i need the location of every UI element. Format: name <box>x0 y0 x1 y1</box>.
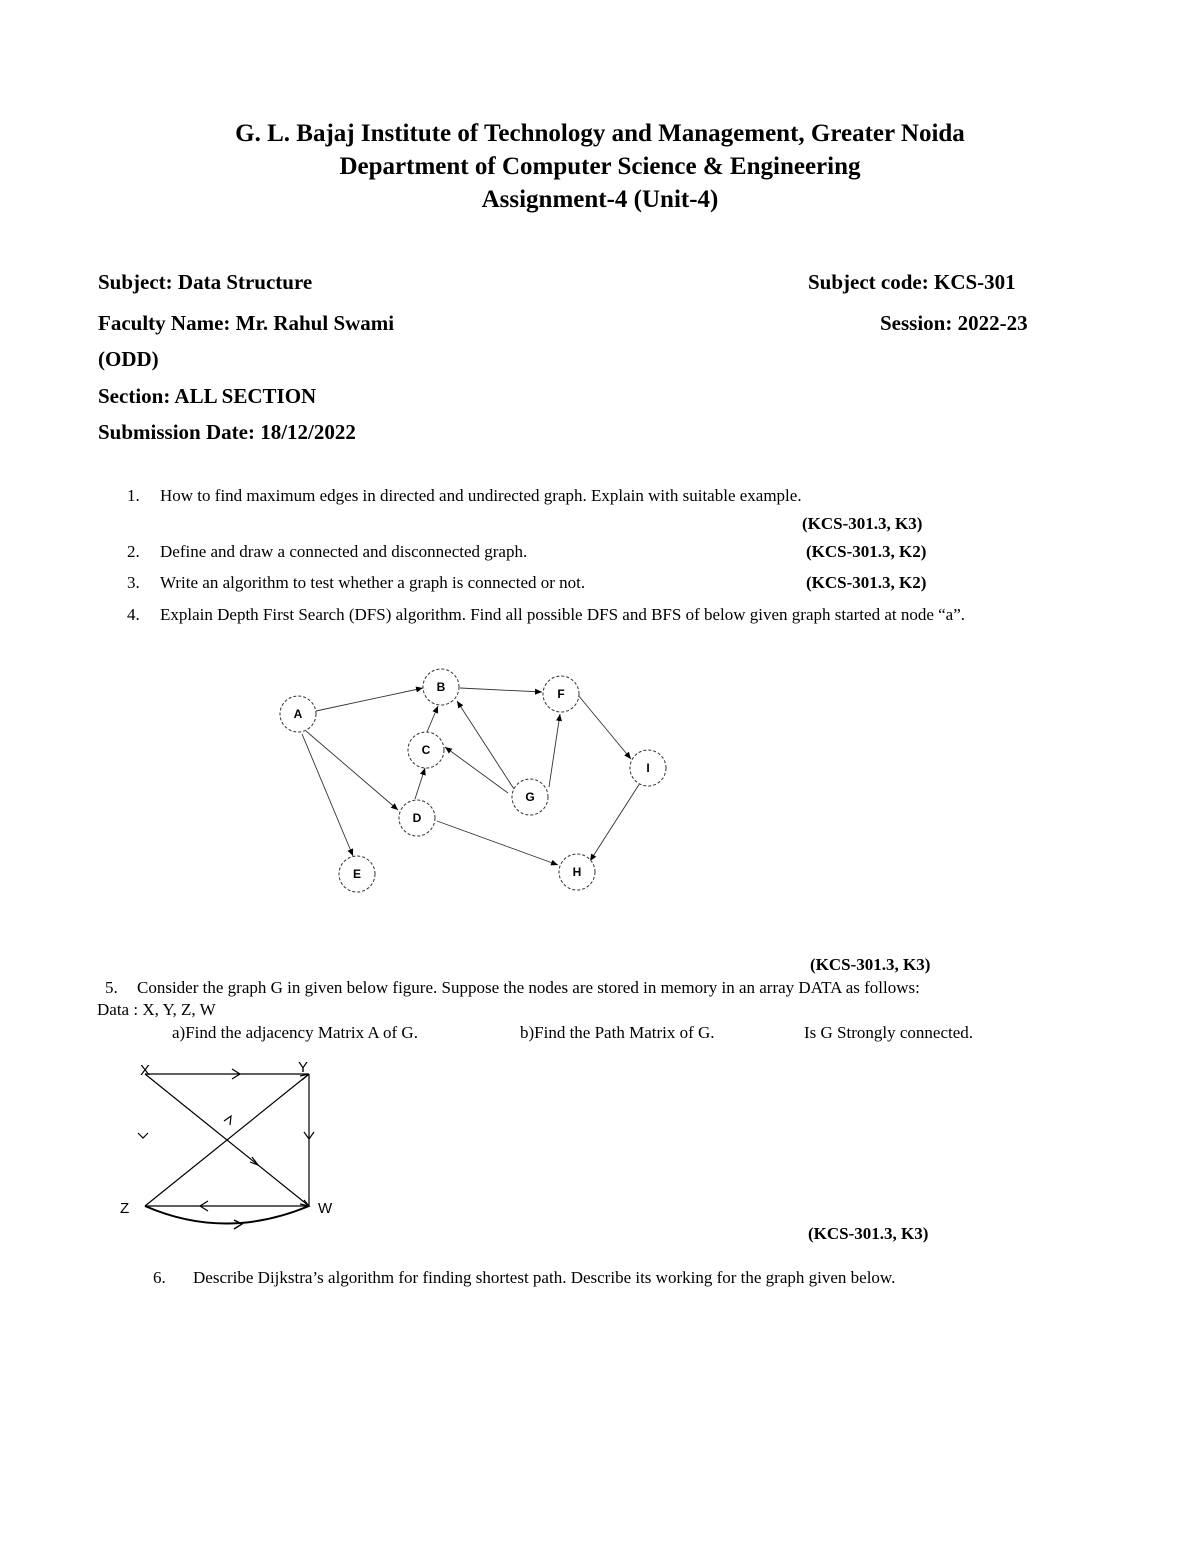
section-line: Section: ALL SECTION <box>98 384 317 408</box>
question-tag: (KCS-301.3, K3) <box>808 1224 929 1243</box>
question-number: 2. <box>127 542 140 561</box>
session-line: Session: 2022-23 <box>880 311 1028 335</box>
arrow-z-y <box>224 1116 231 1125</box>
assignment-title: Assignment-4 (Unit-4) <box>481 186 719 213</box>
node-label: E <box>352 867 362 881</box>
strongly-connected-graph-figure <box>110 1055 360 1240</box>
edge-g-f <box>549 714 560 787</box>
question-text: Consider the graph G in given below figure. Suppose the nodes are stored in memory in an array DATA as follows: <box>137 978 920 997</box>
edge-a-d <box>306 731 398 810</box>
part-c: Is G Strongly connected. <box>804 1023 974 1042</box>
subject-code: Subject code: KCS-301 <box>808 270 1016 294</box>
question-number: 1. <box>127 486 140 505</box>
part-b: b)Find the Path Matrix of G. <box>520 1023 715 1042</box>
question-text: Describe Dijkstra’s algorithm for finding shortest path. Describe its working for the graph given below. <box>193 1268 896 1287</box>
question-text: Write an algorithm to test whether a graph is connected or not. <box>160 573 586 592</box>
node-label: A <box>293 707 303 721</box>
subject-line: Subject: Data Structure <box>98 270 313 294</box>
node-label: G <box>525 790 535 804</box>
edge-d-c <box>415 768 425 799</box>
node-label: F <box>557 687 565 701</box>
node-label: I <box>646 761 650 775</box>
question-number: 5. <box>105 978 118 997</box>
edge-f-i <box>578 695 631 759</box>
part-a: a)Find the adjacency Matrix A of G. <box>172 1023 418 1042</box>
node-label: C <box>421 743 431 757</box>
question-tag: (KCS-301.3, K2) <box>806 542 927 561</box>
edge-d-h <box>437 821 558 865</box>
node-label: D <box>412 811 422 825</box>
node-label: B <box>436 680 446 694</box>
node-label: X <box>140 1062 151 1079</box>
question-tag: (KCS-301.3, K2) <box>806 573 927 592</box>
data-line: Data : X, Y, Z, W <box>97 1000 216 1019</box>
question-text: Define and draw a connected and disconnected graph. <box>160 542 528 561</box>
question-number: 6. <box>153 1268 166 1287</box>
question-number: 3. <box>127 573 140 592</box>
arrow-z-w <box>234 1220 242 1229</box>
node-label: Z <box>120 1200 130 1217</box>
edge-i-h <box>590 783 640 861</box>
edge-g-c <box>445 747 508 793</box>
submission-date: Submission Date: 18/12/2022 <box>98 420 356 444</box>
question-text: How to find maximum edges in directed and undirected graph. Explain with suitable example. <box>160 486 802 505</box>
arrow-x-z <box>138 1133 148 1138</box>
edge-c-b <box>427 706 438 732</box>
institute-title: G. L. Bajaj Institute of Technology and Management, Greater Noida <box>235 120 965 147</box>
question-tag: (KCS-301.3, K3) <box>802 514 923 533</box>
department-title: Department of Computer Science & Engineering <box>339 153 861 180</box>
node-label: Y <box>298 1059 309 1076</box>
edge-g-b <box>457 701 514 789</box>
question-text: Explain Depth First Search (DFS) algorithm. Find all possible DFS and BFS of below given graph started at node “a”. <box>160 605 966 624</box>
edge-z-w-curve <box>145 1206 309 1224</box>
edge-a-e <box>302 734 353 856</box>
edge-a-b <box>316 688 423 711</box>
question-tag: (KCS-301.3, K3) <box>810 955 931 974</box>
edge-b-f <box>460 688 542 692</box>
node-label: W <box>318 1200 333 1217</box>
node-label: H <box>572 865 582 879</box>
question-number: 4. <box>127 605 140 624</box>
odd-line: (ODD) <box>98 347 159 371</box>
faculty-line: Faculty Name: Mr. Rahul Swami <box>98 311 395 335</box>
dfs-graph-figure <box>260 655 680 905</box>
